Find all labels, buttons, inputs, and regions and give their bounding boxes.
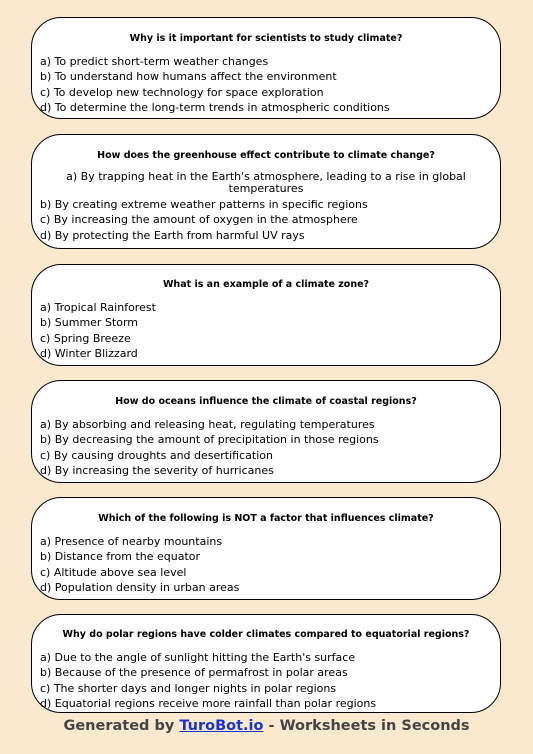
option-c: c) Altitude above sea level	[40, 565, 187, 579]
option-b: b) By creating extreme weather patterns in specific regions	[40, 198, 368, 211]
turobot-link[interactable]: TuroBot.io	[179, 718, 264, 734]
option-a: a) Due to the angle of sunlight hitting the Earth's surface	[40, 651, 356, 664]
question-1-options	[40, 54, 492, 115]
option-d: d) Population density in urban areas	[40, 580, 240, 594]
option-a: a) By absorbing and releasing heat, regulating temperatures	[40, 418, 375, 431]
question-4-text: How do oceans influence the climate of coastal regions?	[115, 396, 417, 407]
option-b: b) Distance from the equator	[40, 550, 201, 564]
question-4-options	[40, 417, 492, 478]
question-5-options	[40, 534, 492, 595]
option-c: c) By increasing the amount of oxygen in the atmosphere	[40, 213, 358, 227]
option-c: c) Spring Breeze	[40, 331, 131, 345]
question-card-4	[31, 380, 501, 483]
footer-prefix: Generated by	[63, 718, 180, 734]
question-6-text: Why do polar regions have colder climates compared to equatorial regions?	[62, 629, 470, 640]
question-card-5	[31, 497, 501, 600]
question-2-text: How does the greenhouse effect contribute to climate change?	[97, 150, 435, 161]
question-card-1	[31, 17, 501, 119]
question-5-text: Which of the following is NOT a factor that influences climate?	[98, 513, 434, 524]
option-c: c) To develop new technology for space exploration	[40, 85, 324, 99]
option-d: d) Equatorial regions receive more rainfall than polar regions	[40, 696, 377, 710]
option-b: b) Summer Storm	[40, 316, 139, 330]
option-b: b) To understand how humans affect the environment	[40, 70, 337, 84]
option-d: d) By protecting the Earth from harmful UV rays	[40, 228, 305, 242]
footer-suffix: - Worksheets in Seconds	[263, 718, 470, 734]
option-a: a) To predict short-term weather changes	[40, 55, 269, 68]
question-2-options	[40, 171, 492, 243]
question-1-text: Why is it important for scientists to study climate?	[129, 33, 403, 44]
question-3-options	[40, 300, 492, 361]
question-card-3	[31, 264, 501, 366]
option-a: a) By trapping heat in the Earth's atmosphere, leading to a rise in global temperatures	[66, 170, 466, 195]
option-d: d) Winter Blizzard	[40, 346, 138, 360]
option-b: b) By decreasing the amount of precipitation in those regions	[40, 433, 379, 447]
option-c: c) By causing droughts and desertification	[40, 448, 273, 462]
option-d: d) By increasing the severity of hurricanes	[40, 463, 274, 477]
option-a: a) Tropical Rainforest	[40, 301, 156, 314]
footer	[0, 718, 533, 734]
option-a: a) Presence of nearby mountains	[40, 535, 223, 548]
option-c: c) The shorter days and longer nights in polar regions	[40, 681, 337, 695]
question-3-text: What is an example of a climate zone?	[162, 279, 370, 290]
question-6-options	[40, 650, 492, 711]
option-b: b) Because of the presence of permafrost in polar areas	[40, 666, 348, 680]
question-card-6	[31, 614, 501, 713]
question-card-2	[31, 134, 501, 249]
option-d: d) To determine the long-term trends in atmospheric conditions	[40, 100, 390, 114]
